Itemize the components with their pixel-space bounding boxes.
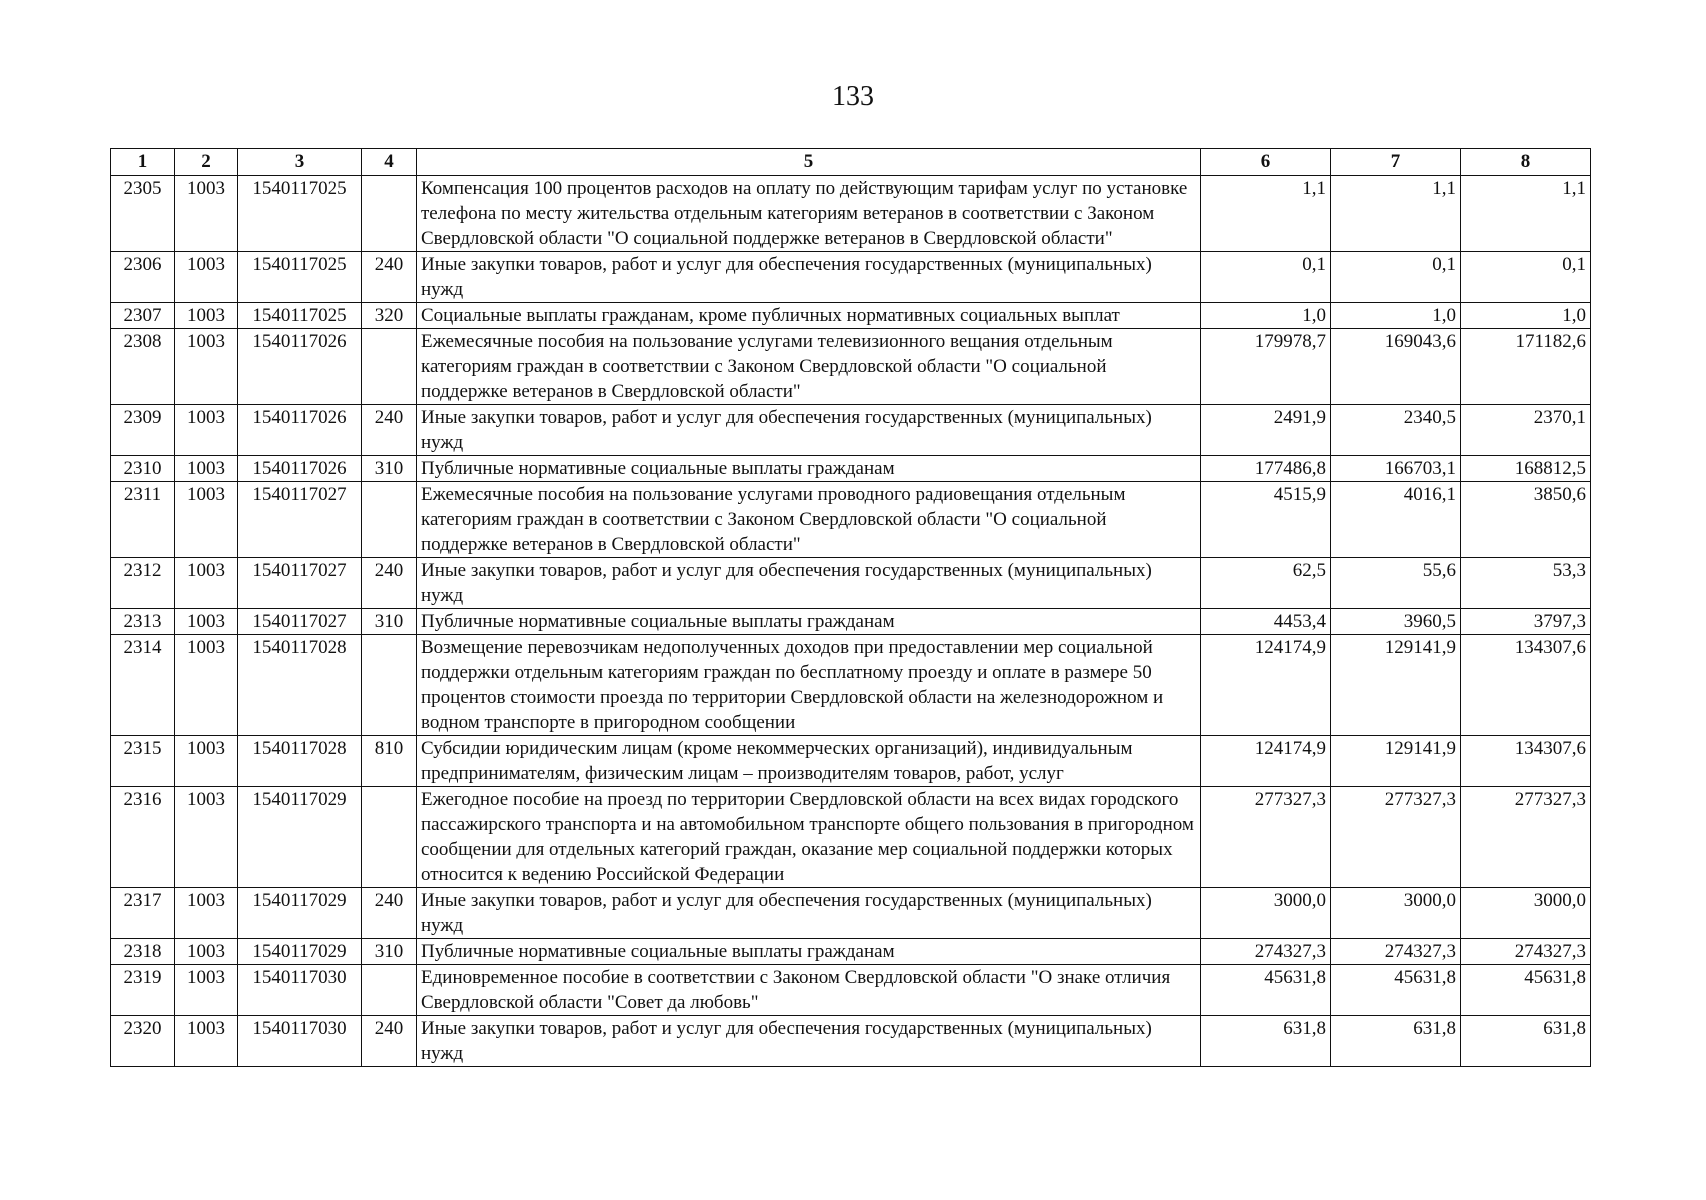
amount-col-7: 274327,3 [1331,939,1461,965]
header-cell: 8 [1461,149,1591,176]
expense-type-code: 240 [362,252,417,303]
description: Ежемесячные пособия на пользование услугами телевизионного вещания отдельным категориям граждан в соответствии с Законом Свердловской области "О социальной поддержке ветеранов в Свердловской области" [417,329,1201,405]
section-code: 1003 [175,558,238,609]
description: Иные закупки товаров, работ и услуг для обеспечения государственных (муниципальных) нужд [417,405,1201,456]
description: Публичные нормативные социальные выплаты гражданам [417,609,1201,635]
header-cell: 3 [238,149,362,176]
row-number: 2314 [111,635,175,736]
table-body [111,176,1591,1067]
amount-col-7: 129141,9 [1331,635,1461,736]
description: Единовременное пособие в соответствии с Законом Свердловской области "О знаке отличия Свердловской области "Совет да любовь" [417,965,1201,1016]
row-number: 2309 [111,405,175,456]
section-code: 1003 [175,252,238,303]
expense-type-code [362,965,417,1016]
target-article-code: 1540117026 [238,405,362,456]
table-row [111,888,1591,939]
target-article-code: 1540117029 [238,888,362,939]
description: Иные закупки товаров, работ и услуг для обеспечения государственных (муниципальных) нужд [417,1016,1201,1067]
description: Возмещение перевозчикам недополученных доходов при предоставлении мер социальной поддержки отдельным категориям граждан по бесплатному проезду и оплате в размере 50 процентов стоимости проезда по территории Свердловской области на железнодорожном и водном транспорте в пригородном сообщении [417,635,1201,736]
target-article-code: 1540117026 [238,329,362,405]
amount-col-6: 274327,3 [1201,939,1331,965]
row-number: 2307 [111,303,175,329]
amount-col-8: 631,8 [1461,1016,1591,1067]
amount-col-6: 177486,8 [1201,456,1331,482]
amount-col-6: 4515,9 [1201,482,1331,558]
page-number: 133 [832,81,874,112]
row-number: 2317 [111,888,175,939]
amount-col-8: 134307,6 [1461,736,1591,787]
amount-col-8: 1,1 [1461,176,1591,252]
budget-table [110,148,1591,1067]
description: Субсидии юридическим лицам (кроме некоммерческих организаций), индивидуальным предпринимателям, физическим лицам – производителям товаров, работ, услуг [417,736,1201,787]
row-number: 2310 [111,456,175,482]
row-number: 2315 [111,736,175,787]
section-code: 1003 [175,176,238,252]
target-article-code: 1540117030 [238,965,362,1016]
target-article-code: 1540117030 [238,1016,362,1067]
description: Иные закупки товаров, работ и услуг для обеспечения государственных (муниципальных) нужд [417,888,1201,939]
section-code: 1003 [175,329,238,405]
expense-type-code [362,635,417,736]
expense-type-code: 310 [362,939,417,965]
table-row [111,329,1591,405]
section-code: 1003 [175,1016,238,1067]
expense-type-code: 240 [362,888,417,939]
table-row [111,609,1591,635]
amount-col-8: 277327,3 [1461,787,1591,888]
amount-col-6: 45631,8 [1201,965,1331,1016]
amount-col-6: 277327,3 [1201,787,1331,888]
table-row [111,736,1591,787]
header-cell: 6 [1201,149,1331,176]
amount-col-6: 4453,4 [1201,609,1331,635]
amount-col-7: 3960,5 [1331,609,1461,635]
table-row [111,405,1591,456]
header-row [111,149,1591,176]
expense-type-code [362,329,417,405]
amount-col-7: 4016,1 [1331,482,1461,558]
row-number: 2306 [111,252,175,303]
target-article-code: 1540117025 [238,303,362,329]
section-code: 1003 [175,787,238,888]
section-code: 1003 [175,405,238,456]
description: Иные закупки товаров, работ и услуг для обеспечения государственных (муниципальных) нужд [417,558,1201,609]
amount-col-6: 124174,9 [1201,635,1331,736]
amount-col-7: 3000,0 [1331,888,1461,939]
table-row [111,787,1591,888]
section-code: 1003 [175,303,238,329]
header-cell: 2 [175,149,238,176]
section-code: 1003 [175,482,238,558]
description: Социальные выплаты гражданам, кроме публичных нормативных социальных выплат [417,303,1201,329]
section-code: 1003 [175,609,238,635]
section-code: 1003 [175,939,238,965]
row-number: 2308 [111,329,175,405]
amount-col-7: 169043,6 [1331,329,1461,405]
amount-col-6: 179978,7 [1201,329,1331,405]
expense-type-code: 240 [362,558,417,609]
target-article-code: 1540117027 [238,558,362,609]
section-code: 1003 [175,888,238,939]
amount-col-6: 62,5 [1201,558,1331,609]
amount-col-8: 0,1 [1461,252,1591,303]
expense-type-code: 320 [362,303,417,329]
amount-col-8: 168812,5 [1461,456,1591,482]
section-code: 1003 [175,635,238,736]
amount-col-7: 129141,9 [1331,736,1461,787]
table-row [111,303,1591,329]
amount-col-6: 3000,0 [1201,888,1331,939]
table-row [111,1016,1591,1067]
amount-col-8: 45631,8 [1461,965,1591,1016]
amount-col-8: 134307,6 [1461,635,1591,736]
section-code: 1003 [175,736,238,787]
row-number: 2316 [111,787,175,888]
amount-col-8: 2370,1 [1461,405,1591,456]
expense-type-code [362,176,417,252]
amount-col-6: 1,1 [1201,176,1331,252]
description: Компенсация 100 процентов расходов на оплату по действующим тарифам услуг по установке телефона по месту жительства отдельным категориям ветеранов в соответствии с Законом Свердловской области "О социальной поддержке ветеранов в Свердловской области" [417,176,1201,252]
row-number: 2305 [111,176,175,252]
expense-type-code: 240 [362,1016,417,1067]
header-cell: 7 [1331,149,1461,176]
amount-col-6: 631,8 [1201,1016,1331,1067]
expense-type-code: 810 [362,736,417,787]
table-row [111,176,1591,252]
description: Публичные нормативные социальные выплаты гражданам [417,939,1201,965]
table-row [111,456,1591,482]
description: Иные закупки товаров, работ и услуг для обеспечения государственных (муниципальных) нужд [417,252,1201,303]
expense-type-code: 240 [362,405,417,456]
table-row [111,635,1591,736]
amount-col-7: 1,0 [1331,303,1461,329]
target-article-code: 1540117027 [238,482,362,558]
table-row [111,558,1591,609]
target-article-code: 1540117025 [238,252,362,303]
row-number: 2312 [111,558,175,609]
header-cell: 5 [417,149,1201,176]
target-article-code: 1540117026 [238,456,362,482]
amount-col-7: 1,1 [1331,176,1461,252]
amount-col-8: 53,3 [1461,558,1591,609]
table-row [111,965,1591,1016]
target-article-code: 1540117028 [238,635,362,736]
expense-type-code: 310 [362,609,417,635]
section-code: 1003 [175,456,238,482]
amount-col-7: 631,8 [1331,1016,1461,1067]
row-number: 2318 [111,939,175,965]
table-row [111,939,1591,965]
description: Ежегодное пособие на проезд по территории Свердловской области на всех видах городского пассажирского транспорта и на автомобильном транспорте общего пользования в пригородном сообщении для отдельных категорий граждан, оказание мер социальной поддержки которых относится к ведению Российской Федерации [417,787,1201,888]
target-article-code: 1540117027 [238,609,362,635]
table-row [111,482,1591,558]
header-cell: 1 [111,149,175,176]
amount-col-8: 1,0 [1461,303,1591,329]
expense-type-code [362,482,417,558]
amount-col-8: 171182,6 [1461,329,1591,405]
amount-col-7: 166703,1 [1331,456,1461,482]
description: Ежемесячные пособия на пользование услугами проводного радиовещания отдельным категориям граждан в соответствии с Законом Свердловской области "О социальной поддержке ветеранов в Свердловской области" [417,482,1201,558]
amount-col-8: 3000,0 [1461,888,1591,939]
amount-col-6: 2491,9 [1201,405,1331,456]
description: Публичные нормативные социальные выплаты гражданам [417,456,1201,482]
amount-col-6: 0,1 [1201,252,1331,303]
amount-col-7: 45631,8 [1331,965,1461,1016]
header-cell: 4 [362,149,417,176]
amount-col-6: 124174,9 [1201,736,1331,787]
target-article-code: 1540117028 [238,736,362,787]
amount-col-8: 274327,3 [1461,939,1591,965]
expense-type-code: 310 [362,456,417,482]
amount-col-7: 2340,5 [1331,405,1461,456]
expense-type-code [362,787,417,888]
row-number: 2320 [111,1016,175,1067]
amount-col-6: 1,0 [1201,303,1331,329]
section-code: 1003 [175,965,238,1016]
amount-col-7: 277327,3 [1331,787,1461,888]
amount-col-7: 0,1 [1331,252,1461,303]
target-article-code: 1540117029 [238,939,362,965]
target-article-code: 1540117025 [238,176,362,252]
amount-col-7: 55,6 [1331,558,1461,609]
row-number: 2313 [111,609,175,635]
amount-col-8: 3850,6 [1461,482,1591,558]
table-row [111,252,1591,303]
target-article-code: 1540117029 [238,787,362,888]
amount-col-8: 3797,3 [1461,609,1591,635]
row-number: 2319 [111,965,175,1016]
row-number: 2311 [111,482,175,558]
